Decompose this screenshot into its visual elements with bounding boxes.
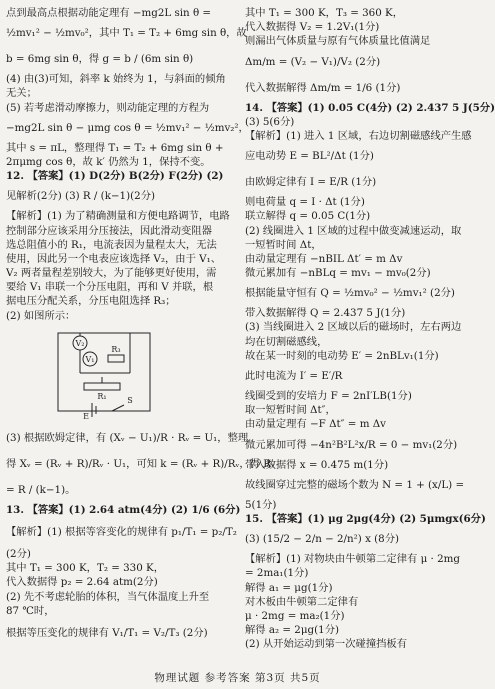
text-line: Δm/m = (V₂ − V₁)/V₂ (2分) — [245, 55, 381, 68]
text-line: 根据能量守恒有 Q = ½mv₀² − ½mv₁² (2分) — [245, 287, 455, 300]
text-line: b = 6mg sin θ，得 g = b / (6m sin θ) — [6, 53, 194, 66]
text-line: (2) 如图所示： — [6, 309, 76, 322]
text-line: 代入数据得 p₂ = 2.64 atm(2分) — [6, 576, 158, 589]
text-line: 代入数据得 V₂ = 1.2V₁(1分) — [245, 21, 380, 34]
fig-label: V₁ — [85, 354, 95, 364]
text-line: (2) 从开始运动到第一次碰撞挡板有 — [245, 638, 408, 651]
switch-symbol — [112, 405, 124, 411]
answer-header-12: 12. 【答案】(1) D(2分) B(2分) F(2分) (2) — [6, 170, 224, 183]
text-line: (2分) — [6, 548, 31, 560]
text-line: 带入数据解得 Q = 2.437 5 J(1分) — [245, 307, 406, 320]
text-line: 根据等压变化的规律有 V₁/T₁ = V₂/T₃ (2分) — [6, 626, 208, 639]
text-line: 使用，因此另一个电表应该选择 V₂，由于 V₁、 — [6, 252, 222, 265]
answer-header-14: 14. 【答案】(1) 0.05 C(4分) (2) 2.437 5 J(5分) — [245, 101, 495, 114]
text-line: μ · 2mg = ma₂(1分) — [245, 609, 345, 622]
text-line: 其中 T₁ = 300 K，T₂ = 330 K， — [6, 562, 165, 575]
text-line: 联立解得 q = 0.05 C(1分) — [245, 210, 371, 223]
text-line: (3) 根据欧姆定律，有 (Xᵥ − U₁)/R · Rᵥ = U₁，整理 — [6, 431, 249, 444]
text-line: 取一短暂时间 Δt″， — [245, 404, 336, 417]
text-line: 其中 T₁ = 300 K，T₃ = 360 K， — [245, 7, 404, 19]
circuit-diagram — [50, 325, 158, 421]
text-line: 5(1分) — [245, 498, 277, 511]
text-line: 故在某一时刻的电动势 E′ = 2nBLv₁(1分) — [245, 349, 439, 362]
text-line: 点到最高点根据动能定理有 −mg2L sin θ = — [6, 7, 212, 19]
text-line: 据电压分配关系，分压电阻选择 R₃； — [6, 295, 176, 308]
text-line: 解得 a₂ = 2μg(1分) — [245, 624, 340, 637]
text-line: 【解析】(1) 对物块由牛顿第二定律有 μ · 2mg — [245, 553, 461, 566]
text-line: 则漏出气体质量与原有气体质量比值满足 — [245, 35, 431, 48]
text-line: 控制部分应该采用分压接法，因此滑动变阻器 — [6, 224, 212, 237]
fig-label: E — [83, 411, 89, 421]
text-line: 由动量定理有 −nBIL Δt′ = m Δv — [245, 252, 403, 265]
text-line: (2) 线圈进入 1 区域的过程中做变减速运动，取 — [245, 224, 462, 237]
text-line: 选总阻值小的 R₁，电流表因为量程太大，无法 — [6, 238, 217, 251]
text-line: 此时电流为 I′ = E′/R — [245, 370, 343, 382]
text-line: 87 ℃时， — [6, 604, 55, 617]
text-line: 由欧姆定律有 I = E/R (1分) — [245, 176, 377, 189]
text-line: 其中 s = πL，整理得 T₁ = T₂ + 6mg sin θ + — [6, 141, 224, 154]
text-line: 故线圈穿过完整的磁场个数为 N = 1 + (x/L) = — [245, 478, 465, 491]
circuit-svg — [50, 325, 158, 421]
answer-header-15: 15. 【答案】(1) μg 2μg(4分) (2) 5μmgx(6分) — [245, 512, 486, 525]
text-line: 一短暂时间 Δt， — [245, 238, 322, 251]
fig-label: S — [127, 395, 133, 405]
resistor-r3-symbol — [108, 355, 124, 362]
text-line: (3) 5(6分) — [245, 115, 295, 128]
page-footer: 物理试题 参考答案 第3页 共5页 — [154, 672, 321, 684]
text-line: 见解析(2分) (3) R / (k−1)(2分) — [6, 190, 156, 203]
fig-label: R₁ — [97, 391, 107, 401]
text-line: 得 Xᵥ = (Rᵥ + R)/Rᵥ · U₁，可知 k = (Rᵥ + R)/Rᵥ，得 Rᵥ — [6, 457, 275, 470]
text-line: 【解析】(1) 为了精确测量和方便电路调节，电路 — [6, 210, 230, 223]
text-line: (3) (15/2 − 2/n − 2/n²) x (8分) — [245, 533, 400, 546]
text-line: 微元累加有 −nBLq = mv₁ − mv₀(2分) — [245, 267, 431, 280]
text-line: 均在切割磁感线， — [245, 335, 328, 348]
text-line: = 2ma₁(1分) — [245, 567, 309, 580]
text-line: = R / (k−1)。 — [6, 483, 76, 496]
fig-label: R₃ — [111, 344, 121, 354]
text-line: (2) 先不考虑轮胎的体积，当气体温度上升至 — [6, 590, 210, 603]
text-line: (3) 当线圈进入 2 区域以后的磁场时，左右两边 — [245, 321, 462, 334]
text-line: 微元累加可得 −4n²B²L²x/R = 0 − mv₁(2分) — [245, 438, 458, 451]
resistor-r1-symbol — [84, 383, 120, 390]
text-line: 由动量定理有 −F Δt″ = m Δv — [245, 418, 386, 431]
fig-label: V₂ — [75, 338, 85, 348]
text-line: −mg2L sin θ − μmg cos θ = ½mv₁² − ½mv₂²， — [6, 121, 249, 134]
right-column — [245, 6, 495, 651]
text-line: 2πμmg cos θ，故 k′ 仍然为 1，保持不变。 — [6, 155, 211, 168]
text-line: 解得 a₁ = μg(1分) — [245, 581, 333, 594]
text-line: 则电荷量 q = I · Δt (1分) — [245, 196, 365, 209]
text-line: V₂ 两者量程差别较大，为了能够更好使用，需 — [6, 267, 217, 280]
text-line: 【解析】(1) 根据等容变化的规律有 p₁/T₁ = p₂/T₂ — [6, 526, 237, 538]
text-line: 要给 V₁ 串联一个分压电阻，再和 V 并联，根 — [6, 281, 214, 294]
text-line: 无关； — [6, 87, 37, 100]
text-line: 带入数据得 x = 0.475 m(1分) — [245, 458, 389, 471]
text-line: ½mv₁² − ½mv₀²，其中 T₁ = T₂ + 6mg sin θ，故 — [6, 27, 247, 40]
text-line: 代入数据解得 Δm/m = 1/6 (1分) — [245, 81, 401, 94]
text-line: 【解析】(1) 进入 1 区域，右边切割磁感线产生感 — [245, 129, 472, 142]
text-line: (4) 由(3)可知，斜率 k 始终为 1，与斜面的倾角 — [6, 73, 226, 86]
text-line: (5) 若考虑滑动摩擦力，则动能定理的方程为 — [6, 101, 210, 114]
text-line: 对木板由牛顿第二定律有 — [245, 595, 359, 608]
answer-header-13: 13. 【答案】(1) 2.64 atm(4分) (2) 1/6 (6分) — [6, 503, 241, 516]
text-line: 线圈受到的安培力 F = 2nI′LB(1分) — [245, 390, 412, 402]
text-line: 应电动势 E = BL²/Δt (1分) — [245, 150, 374, 163]
